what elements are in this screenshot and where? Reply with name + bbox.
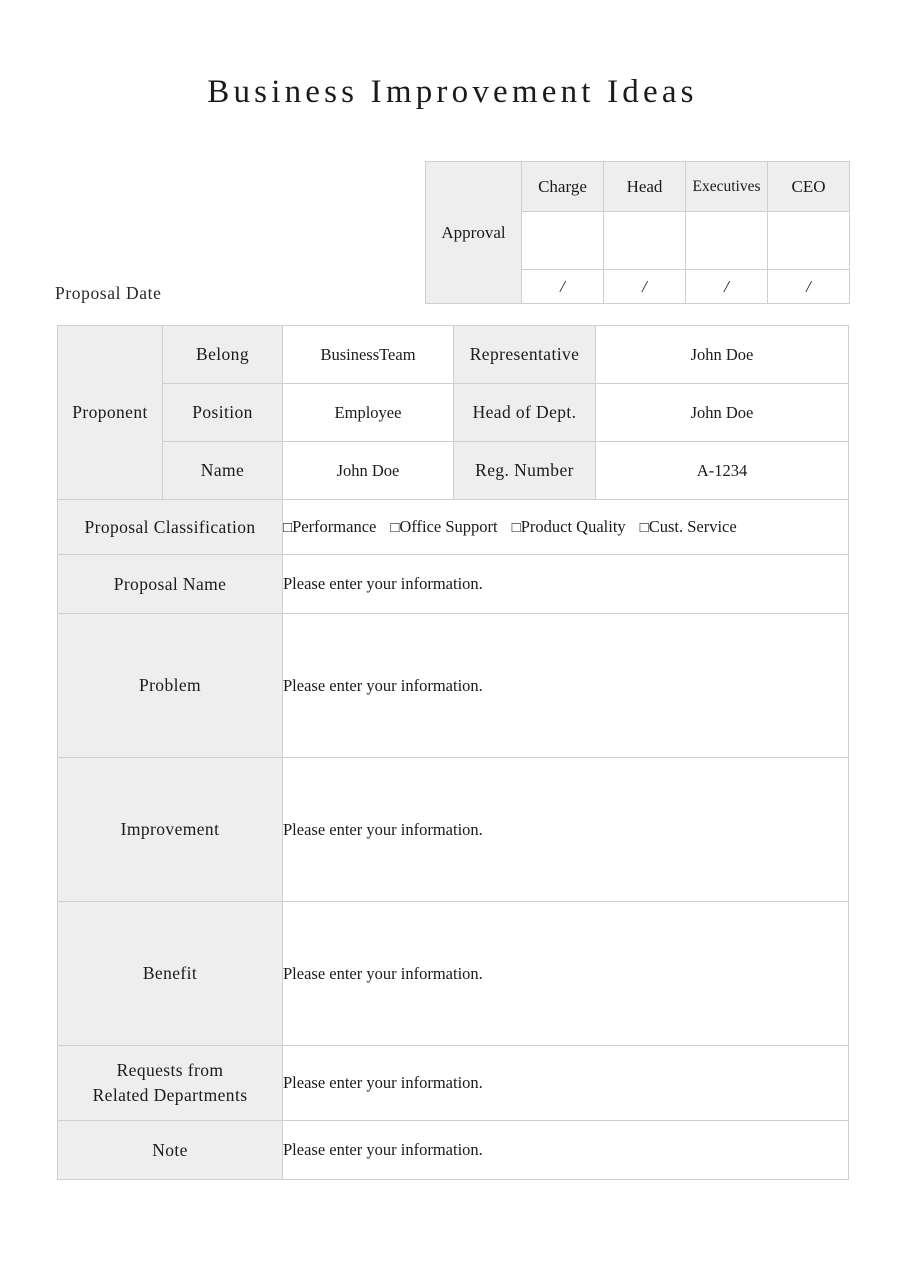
approval-table [425, 161, 850, 304]
checkbox-group [283, 517, 737, 537]
label-proposal-classification: Proposal Classification [58, 500, 283, 555]
approval-signature-head[interactable] [604, 212, 686, 270]
label-proposal-name: Proposal Name [58, 555, 283, 614]
label-improvement: Improvement [58, 758, 283, 902]
label-position: Position [163, 384, 283, 442]
approval-date-ceo[interactable]: / [768, 270, 850, 304]
table-row-requests [58, 1046, 849, 1121]
label-head-of-dept: Head of Dept. [454, 384, 596, 442]
table-row-problem [58, 614, 849, 758]
value-belong[interactable]: BusinessTeam [283, 326, 454, 384]
approval-date-charge[interactable]: / [522, 270, 604, 304]
label-requests-line2: Related Departments [92, 1085, 248, 1105]
table-row-benefit [58, 902, 849, 1046]
approval-label-cell: Approval [426, 162, 522, 304]
table-row-improvement [58, 758, 849, 902]
value-position[interactable]: Employee [283, 384, 454, 442]
input-problem[interactable]: Please enter your information. [283, 614, 849, 758]
proposal-form-table [57, 325, 849, 1180]
approval-date-executives[interactable]: / [686, 270, 768, 304]
checkbox-icon[interactable]: □ [283, 520, 293, 536]
table-row-note [58, 1121, 849, 1180]
label-reg-number: Reg. Number [454, 442, 596, 500]
label-requests-related-departments [58, 1046, 283, 1121]
value-representative[interactable]: John Doe [596, 326, 849, 384]
label-representative: Representative [454, 326, 596, 384]
table-row-classification [58, 500, 849, 555]
label-requests-line1: Requests from [116, 1059, 224, 1080]
table-row-proposal-name [58, 555, 849, 614]
label-name: Name [163, 442, 283, 500]
label-benefit: Benefit [58, 902, 283, 1046]
proposal-date-caption: Proposal Date [55, 283, 162, 303]
page-title: Business Improvement Ideas [207, 74, 698, 110]
approval-signature-charge[interactable] [522, 212, 604, 270]
input-requests-related-departments[interactable]: Please enter your information. [283, 1046, 849, 1121]
classification-options [283, 500, 849, 555]
value-name[interactable]: John Doe [283, 442, 454, 500]
checkbox-label-cust-service: Cust. Service [648, 517, 737, 536]
approval-column-executives: Executives [686, 162, 768, 212]
approval-header-row [426, 162, 850, 212]
checkbox-option-product-quality[interactable] [512, 517, 626, 537]
value-head-of-dept[interactable]: John Doe [596, 384, 849, 442]
checkbox-option-office-support[interactable] [390, 517, 497, 537]
input-note[interactable]: Please enter your information. [283, 1121, 849, 1180]
checkbox-icon[interactable]: □ [390, 520, 400, 536]
proponent-section-label: Proponent [58, 326, 163, 500]
checkbox-option-cust-service[interactable] [640, 517, 737, 537]
table-row-belong [58, 326, 849, 384]
approval-column-charge: Charge [522, 162, 604, 212]
checkbox-icon[interactable]: □ [639, 520, 649, 536]
table-row-name [58, 442, 849, 500]
label-note: Note [58, 1121, 283, 1180]
table-row-position [58, 384, 849, 442]
checkbox-icon[interactable]: □ [511, 520, 521, 536]
approval-column-head: Head [604, 162, 686, 212]
approval-date-head[interactable]: / [604, 270, 686, 304]
label-belong: Belong [163, 326, 283, 384]
checkbox-label-performance: Performance [292, 517, 377, 536]
checkbox-label-product-quality: Product Quality [520, 517, 626, 536]
value-reg-number[interactable]: A-1234 [596, 442, 849, 500]
approval-column-ceo: CEO [768, 162, 850, 212]
input-proposal-name[interactable]: Please enter your information. [283, 555, 849, 614]
checkbox-option-performance[interactable] [283, 517, 376, 537]
label-problem: Problem [58, 614, 283, 758]
checkbox-label-office-support: Office Support [399, 517, 498, 536]
approval-signature-executives[interactable] [686, 212, 768, 270]
input-improvement[interactable]: Please enter your information. [283, 758, 849, 902]
approval-signature-ceo[interactable] [768, 212, 850, 270]
input-benefit[interactable]: Please enter your information. [283, 902, 849, 1046]
